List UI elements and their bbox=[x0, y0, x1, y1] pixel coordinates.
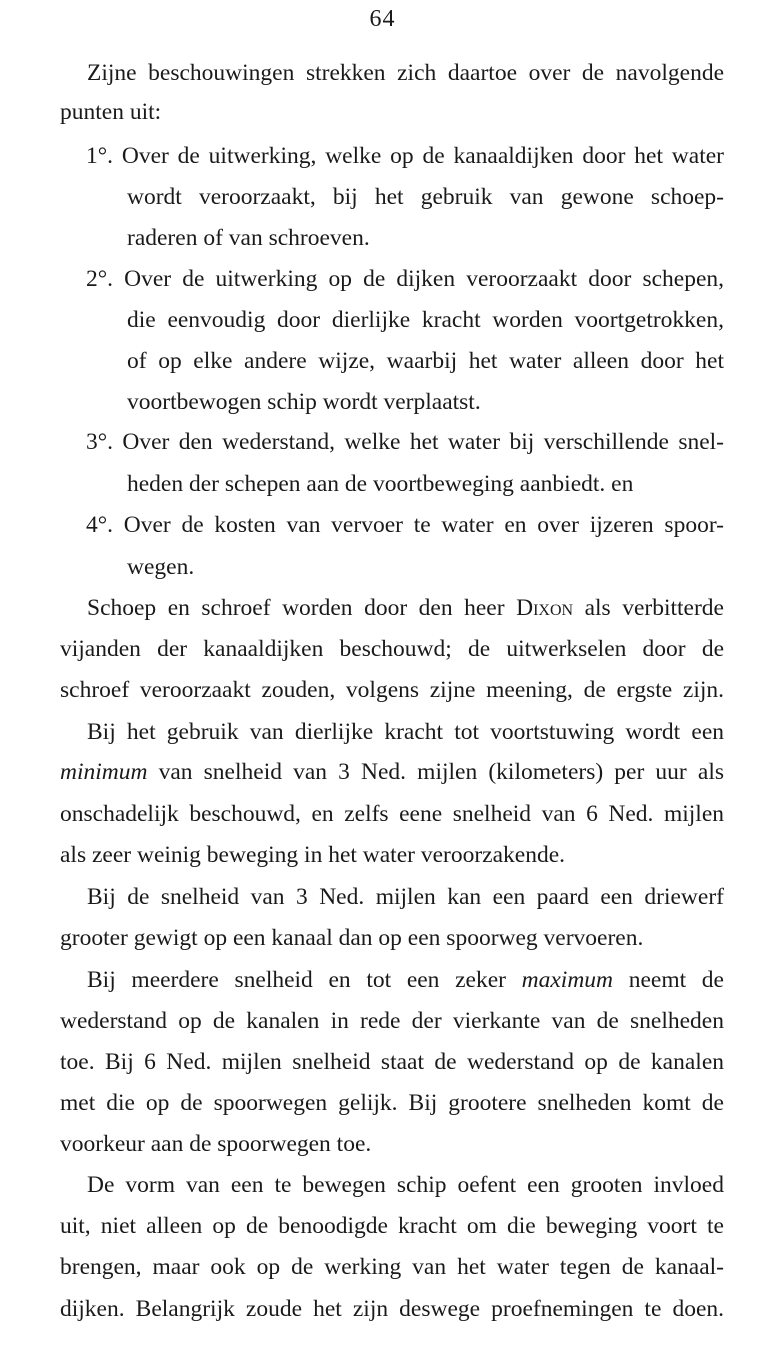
intro-line: punten uit: bbox=[60, 99, 162, 125]
paragraph-line: als zeer weinig beweging in het water veroorzakende. bbox=[60, 842, 566, 868]
author-name: Dixon bbox=[516, 595, 574, 621]
text-span: Bij meerdere snelheid en tot een zeker bbox=[87, 967, 522, 993]
paragraph-line: Bij de snelheid van 3 Ned. mijlen kan een paard een driewerf bbox=[87, 884, 724, 910]
paragraph-line: onschadelijk beschouwd, en zelfs eene snelheid van 6 Ned. mijlen bbox=[60, 801, 724, 827]
paragraph-line: voorkeur aan de spoorwegen toe. bbox=[60, 1131, 372, 1157]
paragraph-line: vijanden der kanaaldijken beschouwd; de uitwerkselen door de bbox=[60, 636, 724, 662]
paragraph-line bbox=[87, 965, 724, 995]
paragraph-line: dijken. Belangrijk zoude het zijn deswege proefnemingen te doen. bbox=[60, 1296, 724, 1322]
emphasis-text: maximum bbox=[521, 967, 614, 993]
page-number: 64 bbox=[369, 6, 396, 32]
paragraph-line: wederstand op de kanalen in rede der vierkante van de snelheden bbox=[60, 1008, 724, 1034]
paragraph-line bbox=[87, 593, 724, 623]
paragraph-line: schroef veroorzaakt zouden, volgens zijne meening, de ergste zijn. bbox=[60, 677, 724, 703]
paragraph-line: toe. Bij 6 Ned. mijlen snelheid staat de wederstand op de kanalen bbox=[60, 1049, 724, 1075]
paragraph-line: brengen, maar ook op de werking van het water tegen de kanaal- bbox=[60, 1254, 724, 1280]
text-span: als verbitterde bbox=[573, 595, 724, 621]
paragraph-line: De vorm van een te bewegen schip oefent een grooten invloed bbox=[87, 1172, 724, 1198]
intro-line: Zijne beschouwingen strekken zich daartoe over de navolgende bbox=[87, 60, 724, 86]
paragraph-line: uit, niet alleen op de benoodigde kracht om die beweging voort te bbox=[60, 1213, 724, 1239]
paragraph-line: Bij het gebruik van dierlijke kracht tot voortstuwing wordt een bbox=[87, 719, 724, 745]
list-item-line: 4°. Over de kosten van vervoer te water en over ijzeren spoor- bbox=[86, 512, 724, 538]
list-item-line: wegen. bbox=[127, 554, 195, 580]
text-span: neemt de bbox=[613, 967, 724, 993]
text-span: Schoep en schroef worden door den heer bbox=[87, 595, 517, 621]
list-item-line: voortbewogen schip wordt verplaatst. bbox=[127, 389, 481, 415]
text-span: van snelheid van 3 Ned. mijlen (kilometers) per uur als bbox=[147, 759, 724, 785]
list-item-line: raderen of van schroeven. bbox=[127, 225, 370, 251]
emphasis-text: minimum bbox=[60, 759, 148, 785]
list-item-line: heden der schepen aan de voortbeweging aanbiedt. en bbox=[127, 471, 634, 497]
list-item-line: die eenvoudig door dierlijke kracht worden voortgetrokken, bbox=[127, 307, 724, 333]
paragraph-line: grooter gewigt op een kanaal dan op een spoorweg vervoeren. bbox=[60, 925, 644, 951]
paragraph-line bbox=[60, 757, 724, 787]
list-item-line: wordt veroorzaakt, bij het gebruik van gewone schoep- bbox=[127, 184, 724, 210]
list-item-line: of op elke andere wijze, waarbij het water alleen door het bbox=[127, 348, 724, 374]
list-item-line: 2°. Over de uitwerking op de dijken veroorzaakt door schepen, bbox=[86, 266, 724, 292]
list-item-line: 3°. Over den wederstand, welke het water bij verschillende snel- bbox=[86, 429, 724, 455]
paragraph-line: met die op de spoorwegen gelijk. Bij grootere snelheden komt de bbox=[60, 1090, 724, 1116]
list-item-line: 1°. Over de uitwerking, welke op de kanaaldijken door het water bbox=[86, 143, 724, 169]
